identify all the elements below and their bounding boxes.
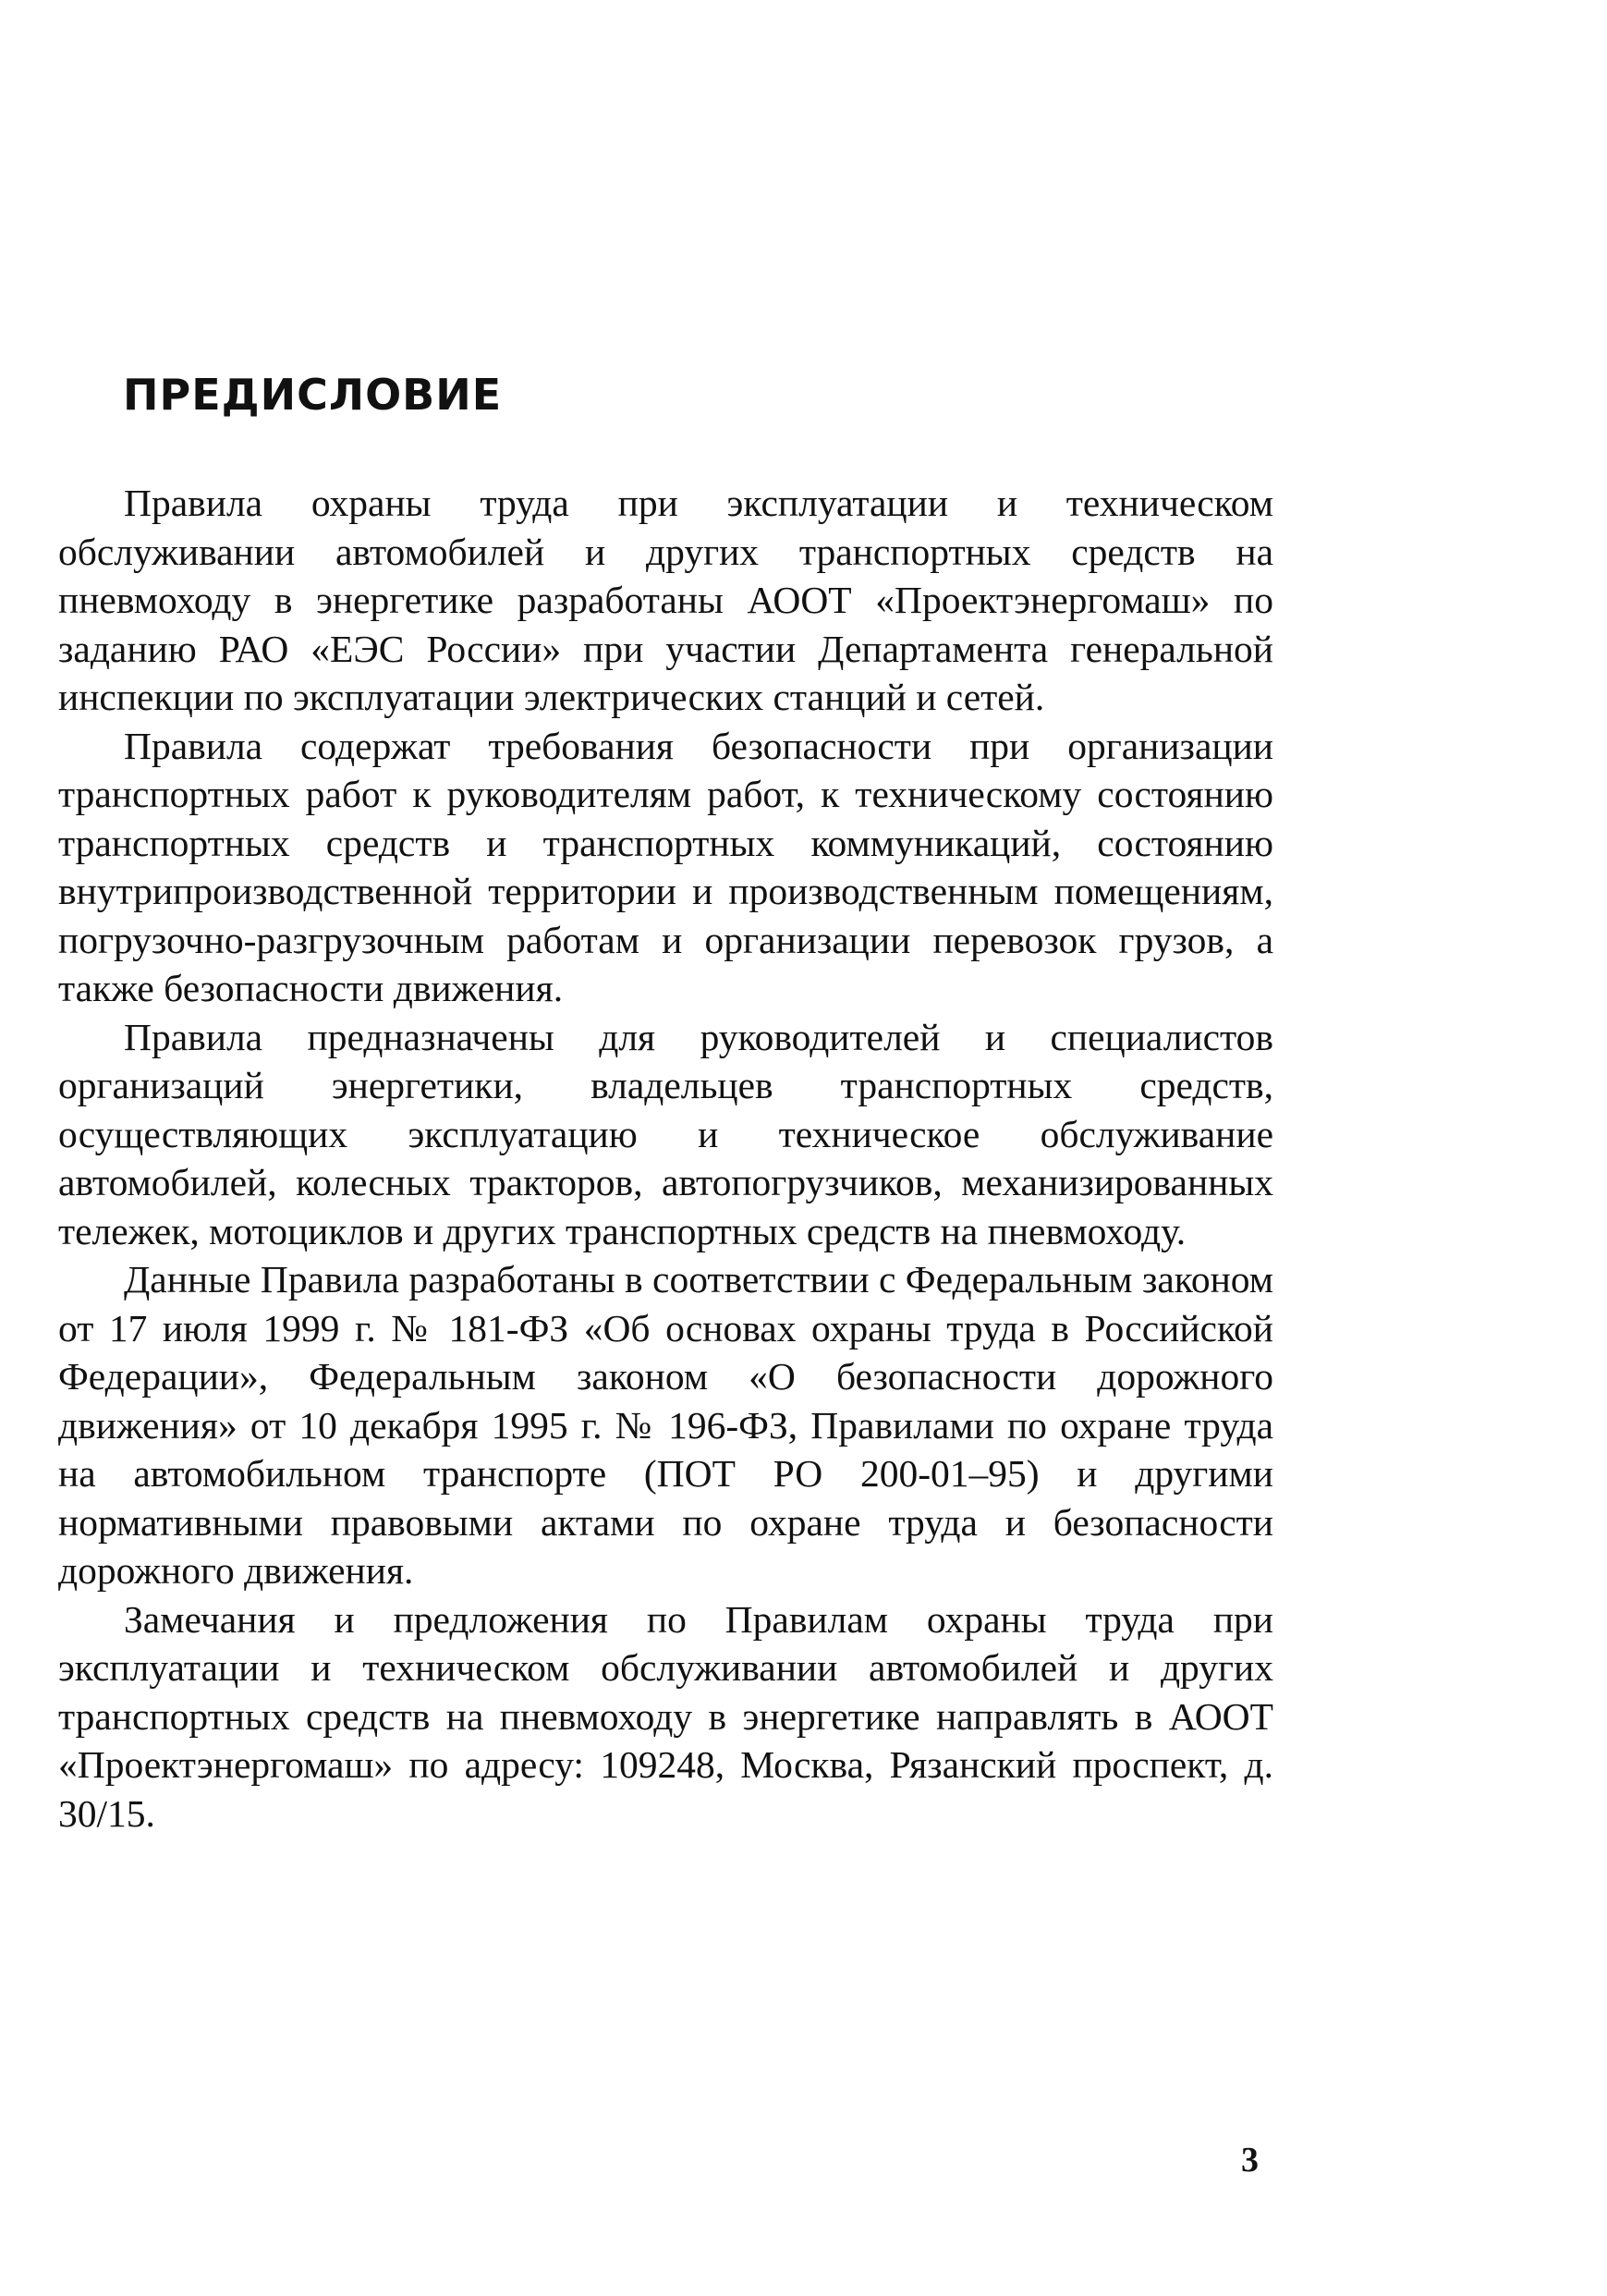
body-text — [58, 479, 1273, 1838]
paragraph-4: Данные Правила разработаны в соответствии с Федеральным законом от 17 июля 1999 г. № 181-ФЗ «Об основах охраны труда в Российской Федерации», Федеральным законом «О безопасности дорожного движения» от 10 декабря 1995 г. № 196-ФЗ, Правилами по охране труда на автомобильном транспорте (ПОТ РО 200-01–95) и другими нормативными правовыми актами по охране труда и безопасности дорожного движения. — [58, 1258, 1273, 1592]
section-heading: ПРЕДИСЛОВИЕ — [123, 370, 503, 420]
page-number: 3 — [1241, 2141, 1259, 2180]
paragraph-5: Замечания и предложения по Правилам охраны труда при эксплуатации и техническом обслуживании автомобилей и других транспортных средств на пневмоходу в энергетике направлять в АООТ «Проектэнергомаш» по адресу: 109248, Москва, Рязанский проспект, д. 30/15. — [58, 1597, 1273, 1835]
paragraph-1: Правила охраны труда при эксплуатации и техническом обслуживании автомобилей и других транспортных средств на пневмоходу в энергетике разработаны АООТ «Проектэнергомаш» по заданию РАО «ЕЭС России» при участии Департамента генеральной инспекции по эксплуатации электрических станций и сетей. — [58, 482, 1273, 718]
paragraph-2: Правила содержат требования безопасности при организации транспортных работ к руководителям работ, к техническому состоянию транспортных средств и транспортных коммуникаций, состоянию внутрипроизводственной территории и производственным помещениям, погрузочно-разгрузочным работам и организации перевозок грузов, а также безопасности движения. — [58, 724, 1273, 1009]
paragraph-3: Правила предназначены для руководителей и специалистов организаций энергетики, владельцев транспортных средств, осуществляющих эксплуатацию и техническое обслуживание автомобилей, колесных тракторов, автопогрузчиков, механизированных тележек, мотоциклов и других транспортных средств на пневмоходу. — [58, 1015, 1273, 1252]
